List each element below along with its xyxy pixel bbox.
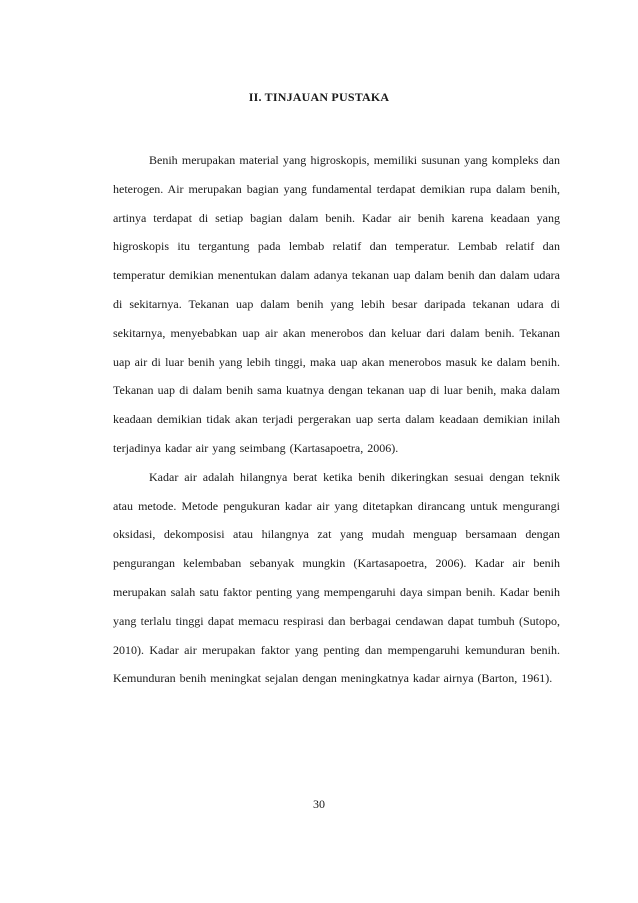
body-text <box>113 146 560 693</box>
section-heading: II. TINJAUAN PUSTAKA <box>248 90 390 104</box>
paragraph-1: Benih merupakan material yang higroskopis, memiliki susunan yang kompleks dan heterogen. Air merupakan bagian yang fundamental terdapat demikian rupa dalam benih, artinya terdapat di setiap bagian dalam benih. Kadar air benih karena keadaan yang higroskopis itu tergantung pada lembab relatif dan temperatur. Lembab relatif dan temperatur demikian menentukan dalam adanya tekanan uap dalam benih dan dalam udara di sekitarnya. Tekanan uap dalam benih yang lebih besar daripada tekanan udara di sekitarnya, menyebabkan uap air akan menerobos dan keluar dari dalam benih. Tekanan uap air di luar benih yang lebih tinggi, maka uap akan menerobos masuk ke dalam benih. Tekanan uap di dalam benih sama kuatnya dengan tekanan uap di luar benih, maka dalam keadaan demikian tidak akan terjadi pergerakan uap serta dalam keadaan demikian inilah terjadinya kadar air yang seimbang (Kartasapoetra, 2006). <box>113 153 560 455</box>
paragraph-2: Kadar air adalah hilangnya berat ketika benih dikeringkan sesuai dengan teknik atau metode. Metode pengukuran kadar air yang ditetapkan dirancang untuk mengurangi oksidasi, dekomposisi atau hilangnya zat yang mudah menguap bersamaan dengan pengurangan kelembaban sebanyak mungkin (Kartasapoetra, 2006). Kadar air benih merupakan salah satu faktor penting yang mempengaruhi daya simpan benih. Kadar benih yang terlalu tinggi dapat memacu respirasi dan berbagai cendawan dapat tumbuh (Sutopo, 2010). Kadar air merupakan faktor yang penting dan mempengaruhi kemunduran benih. Kemunduran benih meningkat sejalan dengan meningkatnya kadar airnya (Barton, 1961). <box>113 469 560 686</box>
page-number: 30 <box>313 797 325 811</box>
